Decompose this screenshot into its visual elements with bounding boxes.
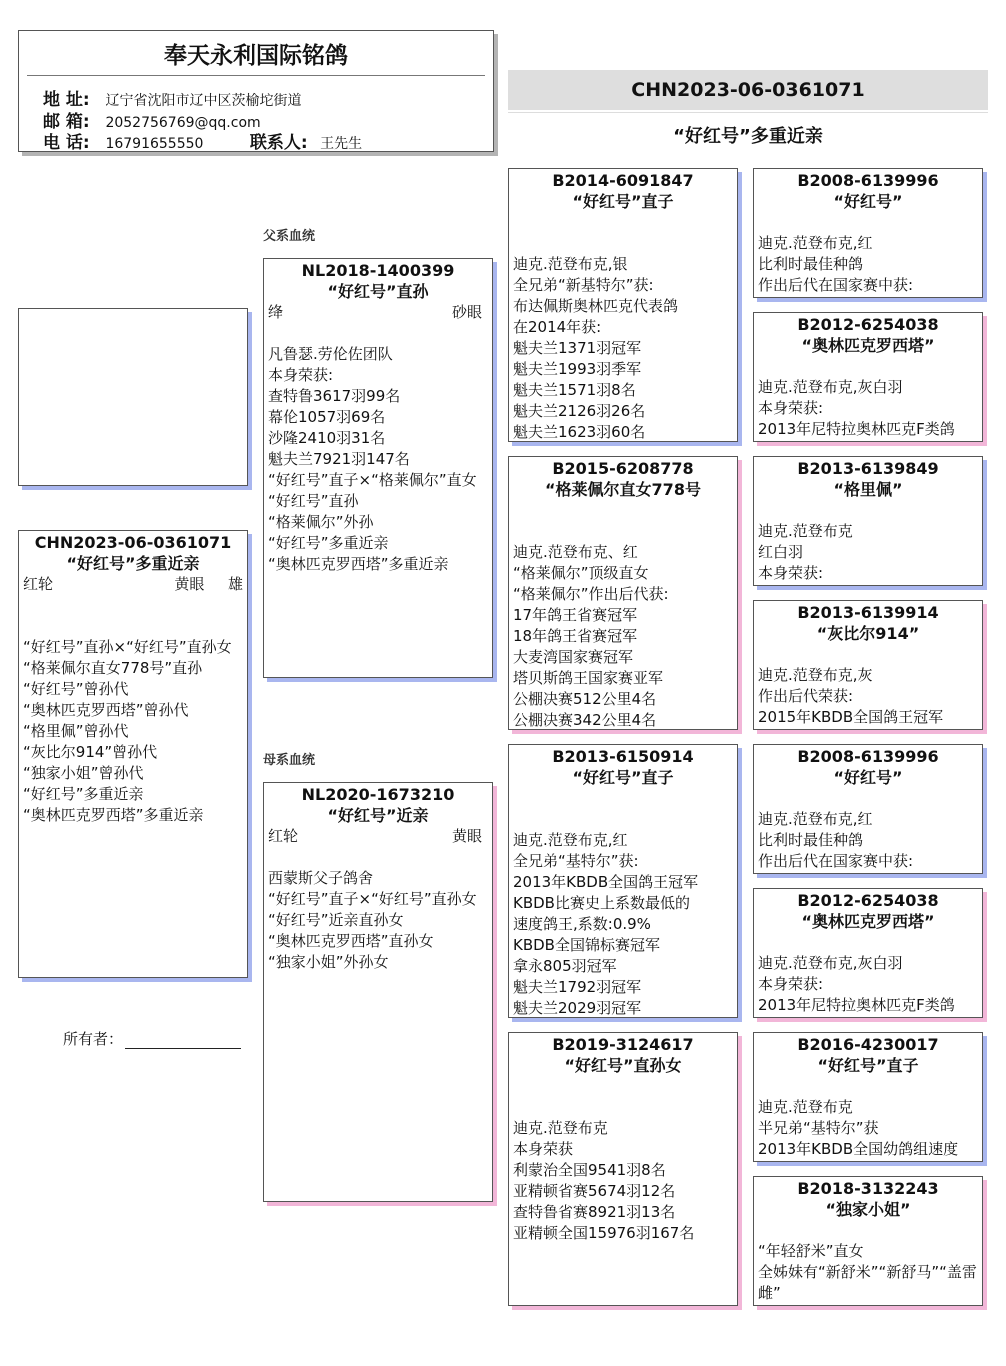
note-line: 迪克.范登布克: [758, 522, 853, 540]
dam-attributes: [264, 826, 492, 847]
note-line: “独家小姐”曾孙代: [23, 764, 144, 782]
note-line: 作出后代在国家赛中获:: [758, 276, 914, 294]
note-line: 迪克.范登布克: [513, 1119, 608, 1137]
note-line: “年轻舒米”直女: [758, 1242, 864, 1260]
note-line: 魁夫兰2029羽冠军: [513, 999, 642, 1017]
note-line: “好红号”直子×“好红号”直孙女: [268, 890, 477, 908]
note-line: 公棚决赛342公里4名: [513, 711, 657, 729]
note-line: 迪克.范登布克、红: [513, 543, 638, 561]
great-grandparent-card: [753, 744, 983, 874]
gp-name: “好红号”直孙女: [564, 1056, 682, 1075]
ggp-ring: B2016-4230017: [797, 1035, 939, 1054]
ggp-notes: [754, 1097, 982, 1160]
note-line: “奥林匹克罗西塔”曾孙代: [23, 701, 189, 719]
sire-card: [263, 258, 493, 678]
note-line: 拿永805羽冠军: [513, 957, 617, 975]
gp-ring: B2015-6208778: [552, 459, 694, 478]
note-line: 本身荣获: [513, 1140, 574, 1158]
subject-attributes: [19, 574, 247, 595]
note-line: “好红号”直孙×“好红号”直孙女: [23, 638, 232, 656]
note-line: “格莱佩尔直女778号”直孙: [23, 659, 203, 677]
note-line: 亚精顿全国15976羽167名: [513, 1224, 695, 1242]
note-line: 本身荣获:: [268, 366, 334, 384]
ggp-name: “好红号”直子: [817, 1056, 919, 1075]
email-label: 邮 箱:: [43, 112, 90, 132]
note-line: “格莱佩尔”作出后代获:: [513, 585, 669, 603]
subject-sex: 雄: [227, 575, 243, 593]
note-line: 迪克.范登布克,银: [513, 255, 628, 273]
loft-header-card: [18, 30, 494, 152]
gp-name: “好红号”直子: [572, 768, 674, 787]
gp-notes: [509, 542, 737, 730]
ggp-notes: [754, 665, 982, 728]
note-line: 魁夫兰7921羽147名: [268, 450, 410, 468]
note-line: 2013年尼特拉奥林匹克F类鸽: [758, 996, 955, 1014]
granddam-maternal-card: [508, 1032, 738, 1306]
ggp-name: “好红号”: [833, 192, 903, 211]
note-line: “独家小姐”外孙女: [268, 953, 389, 971]
dam-ring: NL2020-1673210: [301, 785, 455, 804]
great-grandparent-card: [753, 600, 983, 730]
note-line: 魁夫兰1571羽8名: [513, 381, 636, 399]
gp-notes: [509, 830, 737, 1018]
pigeon-photo-placeholder: [18, 308, 248, 486]
note-line: 利蒙治全国9541羽8名: [513, 1161, 666, 1179]
note-line: 沙隆2410羽31名: [268, 429, 386, 447]
note-line: “好红号”直孙: [268, 492, 359, 510]
note-line: 西蒙斯父子鸽舍: [268, 869, 374, 887]
phone-row: [43, 128, 362, 152]
ggp-ring: B2008-6139996: [797, 747, 939, 766]
ggp-ring: B2018-3132243: [797, 1179, 939, 1198]
grandsire-maternal-card: [508, 744, 738, 1018]
ggp-name: “独家小姐”: [825, 1200, 911, 1219]
gp-notes: [509, 1118, 737, 1244]
note-line: 幕伦1057羽69名: [268, 408, 386, 426]
ggp-name: “灰比尔914”: [816, 624, 920, 643]
gp-ring: B2014-6091847: [552, 171, 694, 190]
note-line: 公棚决赛512公里4名: [513, 690, 657, 708]
sire-eye: 砂眼: [451, 303, 482, 321]
ggp-name: “好红号”: [833, 768, 903, 787]
note-line: 2015年KBDB全国鸽王冠军: [758, 708, 944, 726]
note-line: “奥林匹克罗西塔”多重近亲: [23, 806, 204, 824]
note-line: KBDB比赛史上系数最低的: [513, 894, 690, 912]
great-grandparent-card: [753, 1176, 983, 1306]
dam-color: 红轮: [268, 827, 299, 845]
sire-notes: [264, 344, 492, 575]
ggp-notes: [754, 1241, 982, 1304]
note-line: 2013年尼特拉奥林匹克F类鸽: [758, 420, 955, 438]
note-line: 17年鸽王省赛冠军: [513, 606, 638, 624]
note-line: “好红号”近亲直孙女: [268, 911, 404, 929]
granddam-paternal-card: [508, 456, 738, 730]
note-line: 作出后代在国家赛中获:: [758, 852, 914, 870]
note-line: 全兄弟“基特尔”获:: [513, 852, 639, 870]
loft-name: 奉天永利国际铭鸽: [164, 43, 348, 69]
ggp-ring: B2013-6139914: [797, 603, 939, 622]
ggp-notes: [754, 953, 982, 1016]
note-line: 迪克.范登布克,灰: [758, 666, 873, 684]
note-line: “奥林匹克罗西塔”直孙女: [268, 932, 434, 950]
owner-field: [63, 1028, 241, 1049]
subject-pigeon-card: [18, 530, 248, 978]
ggp-name: “奥林匹克罗西塔”: [801, 336, 935, 355]
ggp-name: “奥林匹克罗西塔”: [801, 912, 935, 931]
sire-name: “好红号”直孙: [327, 282, 429, 301]
great-grandparent-card: [753, 888, 983, 1018]
great-grandparent-card: [753, 1032, 983, 1162]
gp-ring: B2019-3124617: [552, 1035, 694, 1054]
email-value: 2052756769@qq.com: [105, 115, 261, 131]
dam-name: “好红号”近亲: [327, 806, 429, 825]
subject-color: 红轮: [23, 575, 54, 593]
ggp-notes: [754, 233, 982, 296]
main-pigeon-name: “好红号”多重近亲: [673, 126, 823, 147]
note-line: 亚精顿省赛5674羽12名: [513, 1182, 676, 1200]
note-line: “好红号”多重近亲: [23, 785, 144, 803]
dam-side-label: 母系血统: [263, 753, 316, 768]
ggp-ring: B2012-6254038: [797, 891, 939, 910]
ggp-ring: B2008-6139996: [797, 171, 939, 190]
owner-label: 所有者：: [63, 1030, 124, 1048]
gp-name: “好红号”直子: [572, 192, 674, 211]
note-line: 魁夫兰1371羽冠军: [513, 339, 642, 357]
sire-side-label: 父系血统: [263, 229, 316, 244]
note-line: 全兄弟“新基特尔”获:: [513, 276, 654, 294]
ggp-name: “格里佩”: [833, 480, 903, 499]
note-line: 魁夫兰1623羽60名: [513, 423, 646, 441]
subject-notes: [19, 637, 247, 826]
note-line: 迪克.范登布克,灰白羽: [758, 378, 903, 396]
owner-signature-line: [125, 1032, 241, 1049]
note-line: 塔贝斯鸽王国家赛亚军: [513, 669, 664, 687]
ggp-notes: [754, 809, 982, 872]
note-line: 在2014年获:: [513, 318, 602, 336]
gp-ring: B2013-6150914: [552, 747, 694, 766]
great-grandparent-card: [753, 312, 983, 442]
note-line: 魁夫兰1792羽冠军: [513, 978, 642, 996]
gp-name: “格莱佩尔直女778号: [545, 480, 701, 499]
note-line: 迪克.范登布克,灰白羽: [758, 954, 903, 972]
note-line: “奥林匹克罗西塔”多重近亲: [268, 555, 449, 573]
subject-ring: CHN2023-06-0361071: [34, 533, 232, 552]
subject-eye: 黄眼: [174, 575, 205, 593]
note-line: “好红号”多重近亲: [268, 534, 389, 552]
address-label: 地 址:: [43, 90, 90, 110]
note-line: 雌”: [758, 1284, 781, 1302]
note-line: 查特鲁3617羽99名: [268, 387, 401, 405]
note-line: 查特鲁省赛8921羽13名: [513, 1203, 676, 1221]
gp-notes: [509, 254, 737, 442]
sire-attributes: [264, 302, 492, 323]
note-line: 作出后代荣获:: [758, 687, 854, 705]
note-line: “格里佩”曾孙代: [23, 722, 129, 740]
contact-label: 联系人:: [249, 133, 308, 152]
note-line: 迪克.范登布克,红: [758, 234, 873, 252]
ggp-ring: B2013-6139849: [797, 459, 939, 478]
ggp-ring: B2012-6254038: [797, 315, 939, 334]
dam-notes: [264, 868, 492, 973]
phone-label: 电 话:: [43, 133, 90, 152]
ggp-notes: [754, 521, 982, 584]
note-line: 速度鸽王,系数:0.9%: [513, 915, 651, 933]
note-line: 迪克.范登布克: [758, 1098, 853, 1116]
contact-value: 王先生: [320, 136, 363, 152]
note-line: 2013年KBDB全国幼鸽组速度: [758, 1140, 959, 1158]
note-line: 布达佩斯奥林匹克代表鸽: [513, 297, 679, 315]
note-line: 比利时最佳种鸽: [758, 255, 864, 273]
grandsire-paternal-card: [508, 168, 738, 442]
note-line: 本身荣获:: [758, 564, 824, 582]
great-grandparent-card: [753, 168, 983, 298]
note-line: “好红号”曾孙代: [23, 680, 129, 698]
note-line: 凡鲁瑟.劳伦佐团队: [268, 345, 393, 363]
ring-underline: [508, 112, 988, 113]
note-line: 本身荣获:: [758, 975, 824, 993]
note-line: “灰比尔914”曾孙代: [23, 743, 158, 761]
subject-name: “好红号”多重近亲: [66, 554, 200, 573]
sire-color: 绛: [268, 303, 284, 321]
note-line: 比利时最佳种鸽: [758, 831, 864, 849]
great-grandparent-card: [753, 456, 983, 586]
header-divider: [27, 75, 485, 76]
note-line: 半兄弟“基特尔”获: [758, 1119, 879, 1137]
ggp-notes: [754, 377, 982, 440]
sire-ring: NL2018-1400399: [301, 261, 455, 280]
note-line: 全姊妹有“新舒米”“新舒马”“盖雷: [758, 1263, 977, 1281]
note-line: 2013年KBDB全国鸽王冠军: [513, 873, 699, 891]
note-line: “格莱佩尔”外孙: [268, 513, 374, 531]
phone-value: 16791655550: [105, 136, 204, 152]
note-line: KBDB全国锦标赛冠军: [513, 936, 660, 954]
note-line: 魁夫兰1993羽季军: [513, 360, 642, 378]
note-line: 大麦湾国家赛冠军: [513, 648, 634, 666]
note-line: 魁夫兰2126羽26名: [513, 402, 646, 420]
note-line: “好红号”直子×“格莱佩尔”直女: [268, 471, 477, 489]
address-value: 辽宁省沈阳市辽中区茨榆坨街道: [105, 93, 302, 109]
note-line: 迪克.范登布克,红: [513, 831, 628, 849]
dam-eye: 黄眼: [451, 827, 482, 845]
note-line: 迪克.范登布克,红: [758, 810, 873, 828]
main-ring-number: CHN2023-06-0361071: [508, 70, 988, 110]
note-line: 本身荣获:: [758, 399, 824, 417]
dam-card: [263, 782, 493, 1202]
note-line: 18年鸽王省赛冠军: [513, 627, 638, 645]
note-line: 红白羽: [758, 543, 804, 561]
note-line: “格莱佩尔”顶级直女: [513, 564, 649, 582]
